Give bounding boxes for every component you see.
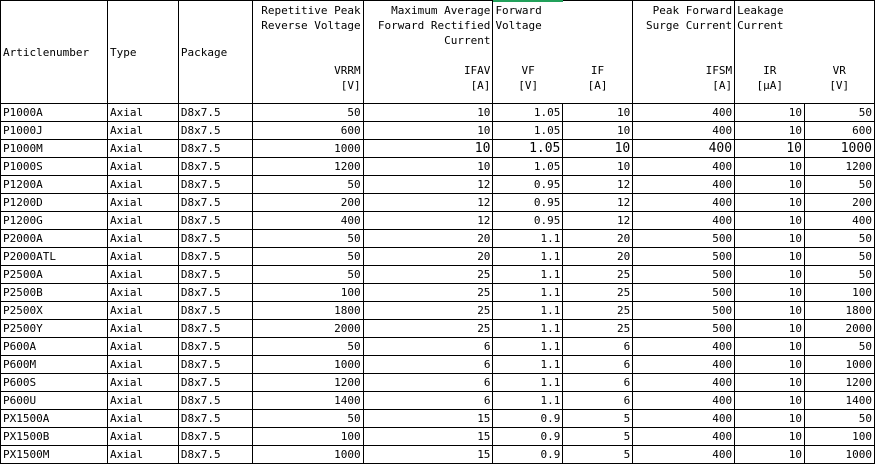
header-ir-symbol: IR [763, 64, 777, 77]
cell-articlenumber[interactable]: P1000M [1, 140, 108, 158]
cell-ir[interactable]: 10 [735, 374, 805, 392]
cell-ifsm[interactable]: 400 [633, 392, 735, 410]
cell-articlenumber[interactable]: P1000S [1, 158, 108, 176]
header-vr-unit: [V] [829, 79, 850, 92]
cell-vf[interactable]: 1.1 [493, 302, 563, 320]
cell-vf[interactable]: 1.1 [493, 356, 563, 374]
cell-vr[interactable]: 400 [805, 212, 875, 230]
cell-if[interactable]: 12 [563, 194, 633, 212]
cell-vrrm[interactable]: 1000 [252, 356, 363, 374]
cell-package[interactable]: D8x7.5 [178, 230, 252, 248]
cell-vf[interactable]: 0.9 [493, 428, 563, 446]
cell-type[interactable]: Axial [107, 320, 178, 338]
cell-type[interactable]: Axial [107, 410, 178, 428]
cell-ifsm[interactable]: 500 [633, 284, 735, 302]
cell-ifav[interactable]: 20 [363, 230, 493, 248]
cell-ifav[interactable]: 6 [363, 374, 493, 392]
cell-package[interactable]: D8x7.5 [178, 122, 252, 140]
cell-vrrm[interactable]: 50 [252, 104, 363, 122]
selection-accent [493, 0, 563, 2]
cell-vf[interactable]: 0.9 [493, 446, 563, 464]
table-row [1, 410, 875, 428]
cell-articlenumber[interactable]: P2500X [1, 302, 108, 320]
cell-ir[interactable]: 10 [735, 338, 805, 356]
cell-package[interactable]: D8x7.5 [178, 266, 252, 284]
header-if[interactable] [563, 1, 633, 104]
table-row [1, 194, 875, 212]
cell-vrrm[interactable]: 1200 [252, 158, 363, 176]
cell-vrrm[interactable]: 50 [252, 248, 363, 266]
cell-vf[interactable]: 1.1 [493, 230, 563, 248]
cell-package[interactable]: D8x7.5 [178, 176, 252, 194]
cell-articlenumber[interactable]: P600M [1, 356, 108, 374]
header-vr[interactable] [805, 1, 875, 104]
cell-vr[interactable]: 1200 [805, 374, 875, 392]
cell-ifsm[interactable]: 500 [633, 248, 735, 266]
table-body [1, 104, 875, 464]
cell-vrrm[interactable]: 400 [252, 212, 363, 230]
cell-ir[interactable]: 10 [735, 140, 805, 158]
cell-articlenumber[interactable]: P1200A [1, 176, 108, 194]
cell-vrrm[interactable]: 50 [252, 338, 363, 356]
cell-if[interactable]: 10 [563, 140, 633, 158]
cell-vr[interactable]: 1000 [805, 356, 875, 374]
cell-type[interactable]: Axial [107, 266, 178, 284]
cell-package[interactable]: D8x7.5 [178, 212, 252, 230]
cell-articlenumber[interactable]: P2000ATL [1, 248, 108, 266]
cell-if[interactable]: 20 [563, 248, 633, 266]
header-vrrm-symbol: VRRM [334, 64, 361, 77]
cell-ifav[interactable]: 12 [363, 194, 493, 212]
cell-ir[interactable]: 10 [735, 302, 805, 320]
cell-package[interactable]: D8x7.5 [178, 248, 252, 266]
cell-ifsm[interactable]: 500 [633, 320, 735, 338]
cell-type[interactable]: Axial [107, 284, 178, 302]
header-ifsm-symbol: IFSM [705, 64, 733, 77]
cell-type[interactable]: Axial [107, 392, 178, 410]
cell-vr[interactable]: 1800 [805, 302, 875, 320]
cell-ifav[interactable]: 25 [363, 284, 493, 302]
cell-ifav[interactable]: 10 [363, 158, 493, 176]
cell-if[interactable]: 20 [563, 230, 633, 248]
header-vr-symbol: VR [832, 64, 846, 77]
header-vrrm-title: Repetitive Peak Reverse Voltage [261, 4, 368, 32]
cell-ifav[interactable]: 6 [363, 392, 493, 410]
cell-articlenumber[interactable]: P2500B [1, 284, 108, 302]
cell-ir[interactable]: 10 [735, 104, 805, 122]
cell-ifsm[interactable]: 400 [633, 356, 735, 374]
cell-ir[interactable]: 10 [735, 176, 805, 194]
cell-vf[interactable]: 1.05 [493, 122, 563, 140]
cell-if[interactable]: 6 [563, 356, 633, 374]
cell-ifsm[interactable]: 400 [633, 194, 735, 212]
cell-ifav[interactable]: 15 [363, 446, 493, 464]
table-row [1, 248, 875, 266]
cell-articlenumber[interactable]: PX1500A [1, 410, 108, 428]
header-vf-symbol: VF [521, 64, 535, 77]
cell-ifsm[interactable]: 400 [633, 446, 735, 464]
table-row [1, 158, 875, 176]
table-row [1, 320, 875, 338]
cell-vf[interactable]: 0.9 [493, 410, 563, 428]
cell-type[interactable]: Axial [107, 140, 178, 158]
cell-vrrm[interactable]: 600 [252, 122, 363, 140]
cell-ifav[interactable]: 6 [363, 338, 493, 356]
cell-articlenumber[interactable]: P2500Y [1, 320, 108, 338]
cell-package[interactable]: D8x7.5 [178, 194, 252, 212]
cell-ir[interactable]: 10 [735, 230, 805, 248]
cell-ifav[interactable]: 15 [363, 410, 493, 428]
cell-ir[interactable]: 10 [735, 122, 805, 140]
cell-ifsm[interactable]: 500 [633, 302, 735, 320]
cell-articlenumber[interactable]: PX1500B [1, 428, 108, 446]
cell-ifsm[interactable]: 400 [633, 122, 735, 140]
cell-vf[interactable]: 1.1 [493, 266, 563, 284]
table-row [1, 428, 875, 446]
cell-ir[interactable]: 10 [735, 158, 805, 176]
table-row [1, 176, 875, 194]
header-ifav-symbol: IFAV [463, 64, 491, 77]
table-row [1, 356, 875, 374]
cell-ifav[interactable]: 25 [363, 320, 493, 338]
cell-ifav[interactable]: 20 [363, 248, 493, 266]
header-vrrm[interactable] [252, 1, 368, 104]
cell-if[interactable]: 6 [563, 338, 633, 356]
cell-vrrm[interactable]: 1400 [252, 392, 363, 410]
cell-articlenumber[interactable]: P1200D [1, 194, 108, 212]
table-row [1, 230, 875, 248]
cell-vr[interactable]: 50 [805, 338, 875, 356]
cell-ifav[interactable]: 6 [363, 356, 493, 374]
cell-vr[interactable]: 100 [805, 428, 875, 446]
cell-type[interactable]: Axial [107, 122, 178, 140]
cell-ifav[interactable]: 10 [363, 140, 493, 158]
cell-type[interactable]: Axial [107, 230, 178, 248]
table-row [1, 374, 875, 392]
cell-ir[interactable]: 10 [735, 392, 805, 410]
cell-vf[interactable]: 1.05 [493, 140, 563, 158]
cell-vrrm[interactable]: 50 [252, 230, 363, 248]
cell-package[interactable]: D8x7.5 [178, 338, 252, 356]
cell-if[interactable]: 6 [563, 392, 633, 410]
cell-ifav[interactable]: 10 [363, 104, 493, 122]
cell-if[interactable]: 25 [563, 320, 633, 338]
cell-vf[interactable]: 1.1 [493, 320, 563, 338]
cell-vr[interactable]: 50 [805, 248, 875, 266]
cell-articlenumber[interactable]: P2000A [1, 230, 108, 248]
cell-ir[interactable]: 10 [735, 410, 805, 428]
cell-package[interactable]: D8x7.5 [178, 410, 252, 428]
cell-ifsm[interactable]: 400 [633, 374, 735, 392]
cell-package[interactable]: D8x7.5 [178, 446, 252, 464]
cell-ir[interactable]: 10 [735, 446, 805, 464]
cell-ifsm[interactable]: 400 [633, 140, 735, 158]
cell-vr[interactable]: 50 [805, 176, 875, 194]
cell-articlenumber[interactable]: P600S [1, 374, 108, 392]
cell-package[interactable]: D8x7.5 [178, 302, 252, 320]
cell-if[interactable]: 25 [563, 284, 633, 302]
table-row [1, 104, 875, 122]
cell-if[interactable]: 6 [563, 374, 633, 392]
cell-ir[interactable]: 10 [735, 248, 805, 266]
table-row [1, 140, 875, 158]
table-row [1, 302, 875, 320]
cell-vf[interactable]: 1.1 [493, 338, 563, 356]
cell-vrrm[interactable]: 50 [252, 176, 363, 194]
cell-type[interactable]: Axial [107, 338, 178, 356]
header-ifsm-title: Peak Forward Surge Current [645, 4, 739, 32]
table-row [1, 122, 875, 140]
table-row [1, 284, 875, 302]
cell-ifsm[interactable]: 400 [633, 158, 735, 176]
cell-vrrm[interactable]: 1000 [252, 140, 363, 158]
cell-vf[interactable]: 1.05 [493, 158, 563, 176]
cell-type[interactable]: Axial [107, 248, 178, 266]
cell-vf[interactable]: 1.1 [493, 374, 563, 392]
cell-type[interactable]: Axial [107, 428, 178, 446]
cell-if[interactable]: 10 [563, 122, 633, 140]
cell-ir[interactable]: 10 [735, 428, 805, 446]
cell-vr[interactable]: 50 [805, 104, 875, 122]
cell-ifav[interactable]: 10 [363, 122, 493, 140]
header-ir[interactable] [735, 1, 805, 104]
cell-type[interactable]: Axial [107, 158, 178, 176]
cell-if[interactable]: 10 [563, 158, 633, 176]
header-leakage-current-title: Leakage Current [737, 4, 791, 32]
cell-vr[interactable]: 200 [805, 194, 875, 212]
cell-package[interactable]: D8x7.5 [178, 374, 252, 392]
cell-package[interactable]: D8x7.5 [178, 320, 252, 338]
cell-vrrm[interactable]: 100 [252, 284, 363, 302]
cell-vrrm[interactable]: 1000 [252, 446, 363, 464]
header-ifav-unit: [A] [470, 79, 491, 92]
cell-vrrm[interactable]: 1800 [252, 302, 363, 320]
cell-vrrm[interactable]: 2000 [252, 320, 363, 338]
header-type[interactable]: Type [107, 1, 178, 104]
cell-package[interactable]: D8x7.5 [178, 158, 252, 176]
cell-ifsm[interactable]: 500 [633, 266, 735, 284]
cell-ifsm[interactable]: 400 [633, 428, 735, 446]
cell-vf[interactable]: 0.95 [493, 194, 563, 212]
table-row [1, 266, 875, 284]
cell-articlenumber[interactable]: P1000A [1, 104, 108, 122]
cell-vf[interactable]: 0.95 [493, 212, 563, 230]
header-ir-unit: [µA] [756, 79, 784, 92]
header-forward-voltage-title: Forward Voltage [495, 4, 549, 32]
header-if-symbol: IF [590, 64, 605, 77]
header-vf[interactable] [493, 1, 563, 104]
cell-articlenumber[interactable]: P600U [1, 392, 108, 410]
cell-package[interactable]: D8x7.5 [178, 356, 252, 374]
cell-if[interactable]: 25 [563, 302, 633, 320]
header-vrrm-unit: [V] [340, 79, 361, 92]
cell-ifav[interactable]: 12 [363, 212, 493, 230]
cell-articlenumber[interactable]: P600A [1, 338, 108, 356]
cell-vrrm[interactable]: 50 [252, 410, 363, 428]
cell-ir[interactable]: 10 [735, 266, 805, 284]
header-ifsm-unit: [A] [712, 79, 733, 92]
cell-vrrm[interactable]: 200 [252, 194, 363, 212]
cell-vr[interactable]: 50 [805, 230, 875, 248]
cell-type[interactable]: Axial [107, 212, 178, 230]
cell-ir[interactable]: 10 [735, 194, 805, 212]
cell-ifsm[interactable]: 400 [633, 410, 735, 428]
cell-vr[interactable]: 100 [805, 284, 875, 302]
cell-type[interactable]: Axial [107, 104, 178, 122]
cell-ir[interactable]: 10 [735, 356, 805, 374]
cell-vf[interactable]: 1.1 [493, 248, 563, 266]
cell-if[interactable]: 5 [563, 446, 633, 464]
header-row [1, 1, 875, 104]
cell-vr[interactable]: 1200 [805, 158, 875, 176]
cell-vf[interactable]: 1.1 [493, 284, 563, 302]
cell-if[interactable]: 10 [563, 104, 633, 122]
cell-ifav[interactable]: 15 [363, 428, 493, 446]
cell-ifav[interactable]: 12 [363, 176, 493, 194]
cell-vr[interactable]: 2000 [805, 320, 875, 338]
cell-vr[interactable]: 50 [805, 410, 875, 428]
cell-vr[interactable]: 1000 [805, 446, 875, 464]
header-ifsm[interactable] [633, 1, 739, 104]
cell-package[interactable]: D8x7.5 [178, 392, 252, 410]
cell-ifsm[interactable]: 400 [633, 212, 735, 230]
cell-package[interactable]: D8x7.5 [178, 104, 252, 122]
cell-type[interactable]: Axial [107, 446, 178, 464]
header-if-unit: [A] [587, 79, 608, 92]
cell-package[interactable]: D8x7.5 [178, 140, 252, 158]
cell-vr[interactable]: 1000 [805, 140, 875, 158]
cell-ir[interactable]: 10 [735, 212, 805, 230]
cell-vr[interactable]: 1400 [805, 392, 875, 410]
cell-ifav[interactable]: 25 [363, 266, 493, 284]
cell-vrrm[interactable]: 50 [252, 266, 363, 284]
header-vf-unit: [V] [518, 79, 539, 92]
cell-articlenumber[interactable]: P1200G [1, 212, 108, 230]
table-row [1, 338, 875, 356]
cell-package[interactable]: D8x7.5 [178, 284, 252, 302]
cell-ifsm[interactable]: 400 [633, 176, 735, 194]
cell-ifsm[interactable]: 500 [633, 230, 735, 248]
header-ifav-title: Maximum Average Forward Rectified Current [377, 4, 498, 47]
cell-ifsm[interactable]: 400 [633, 104, 735, 122]
cell-if[interactable]: 5 [563, 410, 633, 428]
table-row [1, 212, 875, 230]
header-articlenumber[interactable]: Articlenumber [1, 1, 108, 104]
cell-type[interactable]: Axial [107, 356, 178, 374]
cell-ir[interactable]: 10 [735, 320, 805, 338]
cell-ifsm[interactable]: 400 [633, 338, 735, 356]
cell-vr[interactable]: 600 [805, 122, 875, 140]
cell-articlenumber[interactable]: PX1500M [1, 446, 108, 464]
table-row [1, 392, 875, 410]
cell-vrrm[interactable]: 100 [252, 428, 363, 446]
header-ifav[interactable] [363, 1, 498, 104]
table-row [1, 446, 875, 464]
cell-type[interactable]: Axial [107, 194, 178, 212]
cell-if[interactable]: 12 [563, 212, 633, 230]
cell-type[interactable]: Axial [107, 374, 178, 392]
cell-articlenumber[interactable]: P1000J [1, 122, 108, 140]
cell-vf[interactable]: 1.1 [493, 392, 563, 410]
cell-package[interactable]: D8x7.5 [178, 428, 252, 446]
cell-articlenumber[interactable]: P2500A [1, 266, 108, 284]
cell-ifav[interactable]: 25 [363, 302, 493, 320]
header-package[interactable]: Package [178, 1, 252, 104]
cell-if[interactable]: 5 [563, 428, 633, 446]
cell-vf[interactable]: 0.95 [493, 176, 563, 194]
cell-vf[interactable]: 1.05 [493, 104, 563, 122]
cell-vrrm[interactable]: 1200 [252, 374, 363, 392]
cell-type[interactable]: Axial [107, 176, 178, 194]
cell-vr[interactable]: 50 [805, 266, 875, 284]
cell-if[interactable]: 12 [563, 176, 633, 194]
cell-ir[interactable]: 10 [735, 284, 805, 302]
cell-type[interactable]: Axial [107, 302, 178, 320]
cell-if[interactable]: 25 [563, 266, 633, 284]
